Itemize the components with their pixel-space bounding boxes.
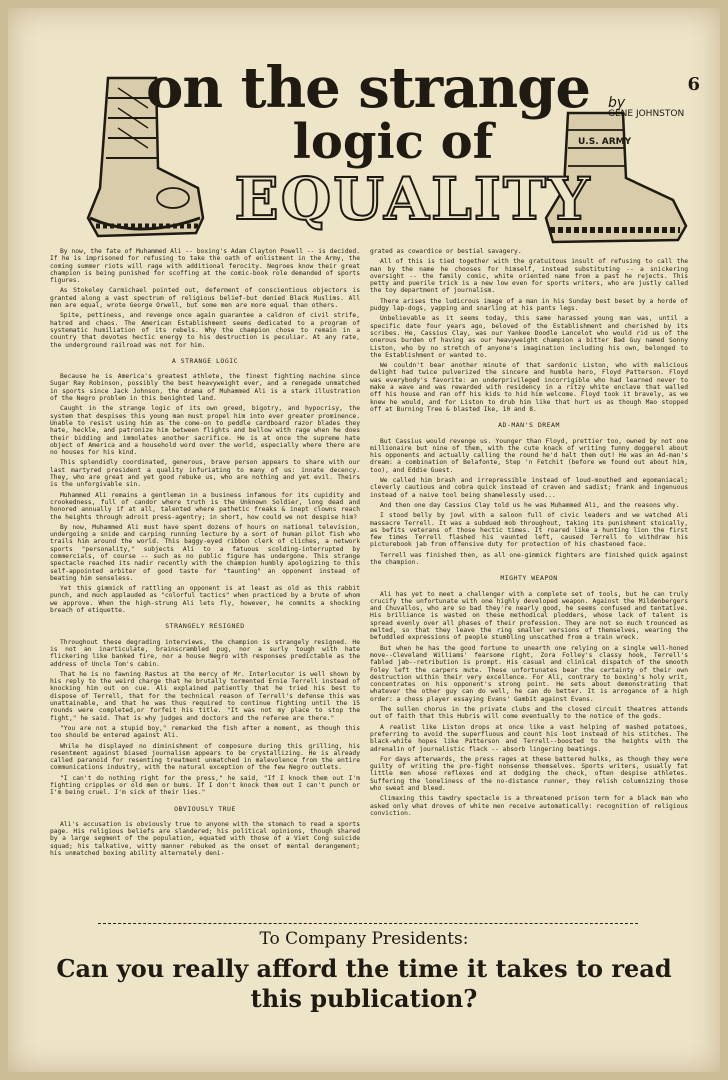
article-paragraph: Unbelievable as it seems today, this same harassed young man was, until a specific date four years ago, beloved of the Establishment and cherished by its scribes. He, Cassius Clay, was our Yankee Doodle Lancelot who would rid us of the onerous burden of having as our heavyweight champion a bitter Bad Guy named Sonny Liston, who by no stretch of anyone's imagination including his own, belonged to the Establishment or wanted to.: [370, 315, 688, 359]
article-paragraph: As Stokeley Carmichael pointed out, deferment of conscientious objectors is granted along a vast spectrum of religious belief-but denied Black Muslims. All men are equal, wrote George Orwell, but some men are more equal than others.: [50, 287, 360, 310]
article-title: [128, 55, 608, 240]
article-paragraph: But Cassius would revenge us. Younger than Floyd, prettier too, owned by not one millionaire but nine of them, with the cute knack of writing funny doggerel about his opponents and actually calling the round he'd halt them out! He was an Ad-man's dream: a combination of Belafonte, Step 'n Fetchit (before we found out about him, too), and Eddie Guest.: [370, 437, 688, 474]
article-paragraph: While he displayed no diminishment of composure during this grilling, his resentment against biased journalism appears to be crystallizing. He is already called paranoid for resenting treatment unmatched in malevolence from the entire communications industry, with the natural exception of the few Negro outlets.: [50, 742, 360, 772]
article-column-left: [50, 248, 360, 860]
ad-kicker: To Company Presidents:: [259, 929, 469, 949]
article-paragraph: Caught in the strange logic of its own greed, bigotry, and hypocrisy, the system that despises this young man must propel him into ever greater prominence. Unable to resist using him as the come-on to peddle cardboard razor blades they hate, heckle, and patronize him between flights and bellow with rage when he does their bidding and immolates another sacrifice. He is at once the supreme hate object of America and a household word over the world, especially where there are no houses for his kind.: [50, 405, 360, 457]
article-paragraph: All of this is tied together with the gratuitous insult of refusing to call the man by the name he chooses for himself, instead substituting -- a snickering oversight -- the family comic, white oriented name from a past he rejects. This petty and puerile trick is a new low even for sports writers, who are justly called the toy department of journalism.: [370, 258, 688, 295]
ad-headline-line-2: this publication?: [250, 984, 478, 1013]
title-line-1: on the strange: [146, 55, 590, 121]
article-paragraph: We called him brash and irrepressible instead of loud-mouthed and egomaniacal; cleverly cautious and cobra quick instead of craven and sadist; frank and ingenuous instead of a naive tool being shamelessly used...: [370, 477, 688, 499]
newspaper-page: [8, 8, 720, 1072]
article-paragraph: But when he has the good fortune to unearth one relying on a single well-honed move--Cleveland Williams' fearsome right, Zora Folley's classy hook, Terrell's fabled jab--retribution is prompt. His casual and clinical dispatch of the smooth Foley left the carpers mute. These unfortunates bear the certainty of their own destruction within their very excellence. For Ali, contrary to boxing's holy writ, concentrates on his opponent's strong point. He sets about demonstrating that whatever the other guy can do well, he can do better. It is arrogance of a high order: a chess player essaying Evans' Gambit against Evans.: [370, 644, 688, 703]
article-paragraph: "You are not a stupid boy," remarked the fish after a moment, as though this too should be entered against Ali.: [50, 724, 360, 740]
ad-headline: [48, 954, 680, 1014]
article-paragraph: Because he is America's greatest athlete, the finest fighting machine since Sugar Ray Robinson, possibly the best heavyweight ever, and a renegade unmatched in sports since Jack Johnson, the drama of Muhammed Ali is a stark illustration of the Negro problem in this benighted land.: [50, 373, 360, 403]
section-subhead: STRANGELY RESIGNED: [165, 622, 245, 631]
article-paragraph: Terrell was finished then, as all one-gimmick fighters are finished quick against the champion.: [370, 551, 688, 566]
ad-divider: [98, 923, 638, 924]
byline: [608, 95, 685, 120]
byline-author: GENE JOHNSTON: [608, 109, 685, 119]
article-paragraph: Throughout these degrading interviews, the champion is strangely resigned. He is not an inarticulate, brainscrambled pug, nor a surly tough with hate flickering like banked fire, nor a house Negro with responses predictable as the address of Uncle Tom's cabin.: [50, 638, 360, 668]
article-paragraph: Yet this gimmick of rattling an opponent is at least as old as this rabbit punch, and much applauded as "colorful tactics" when practiced by a brute of whom we approve. When the high-strung Ali lets fly, however, he commits a shocking breach of etiquette.: [50, 585, 360, 615]
article-paragraph: Climaxing this tawdry spectacle is a threatened prison term for a black man who asked only what droves of white men receive automatically: recognition of religious conviction.: [370, 795, 688, 817]
section-subhead: OBVIOUSLY TRUE: [174, 804, 236, 813]
article-paragraph: Ali's accusation is obviously true to anyone with the stomach to read a sports page. His religious beliefs are slandered; his political opinions, though shared by a large segment of the population, equated with those of a Viet Cong suicide squad; his talkative, witty manner rebuked as the onset of mental derangement; his unmatched boxing ability alternately deni-: [50, 820, 360, 858]
page-number: 6: [687, 74, 700, 95]
article-paragraph: By now, the fate of Muhammed Ali -- boxing's Adam Clayton Powell -- is decided. If he is imprisoned for refusing to take the oath of enlistment in the Army, the coming summer riots will rage with additional ferocity. Negroes know their great champion is being punished for scoffing at the comic-book role demanded of sports figures.: [50, 248, 360, 285]
article-paragraph: "I can't do nothing right for the press," he said, "If I knock them out I'm fighting cripples or old men or bums. If I don't knock them out I can't punch or I'm being cruel. I'm sick of their lies.": [50, 774, 360, 797]
ad-headline-line-1: Can you really afford the time it takes to read: [56, 954, 672, 983]
boot-label: U.S. ARMY: [578, 137, 632, 147]
article-paragraph: grated as cowardice or bestial savagery.: [370, 248, 522, 255]
article-paragraph: Spite, pettiness, and revenge once again guarantee a caldron of civil strife, hatred and chaos. The American Establishment seems dedicated to a program of systematic humiliation of its rebels. Why the champion chose to remain in a country that devotes hectic energy to his destruction is peculiar. At any rate, the underground railroad was not for him.: [50, 312, 360, 349]
section-subhead: AD-MAN'S DREAM: [498, 421, 560, 430]
article-paragraph: This splendidly coordinated, generous, brave person appears to share with our last martyred president a quality infuriating to many of us: innate decency. They, who are great and yet good rebuke us, who are nothing and yet evil. Theirs is the unforgivable sin.: [50, 459, 360, 489]
title-line-2: logic of: [292, 114, 494, 170]
article-paragraph: Ali has yet to meet a challenger with a complete set of tools, but he can truly crucify the unfortunate with one highly developed weapon. Against the Mildenbergers and Chuvallos, who are so bad they're nearly good, he seems confused and tentative. His brilliance is wasted on these methodical plodders, whose lack of talent is spread evenly over all phases of their profession. They are not so much trounced as melted, so that they leave the ring smaller versions of themselves, wearing the befuddled expressions of people stumbling unscathed from a train wreck.: [370, 590, 688, 642]
article-paragraph: That he is no fawning Rastus at the mercy of Mr. Interlocutor is well shown by his reply to the weird charge that he brutally tormented Ernie Terrell instead of knocking him out on cue. Ali explained patiently that he tried his best to dispose of Terrell, that for the technical reason of Terrell's defense this was unattainable, and that he was thus required to continue fighting until the 15 rounds were completed,or forfeit his title. "It was not my place to stop the fight," he said. That is why judges and doctors and the referee are there.": [50, 670, 360, 722]
article-paragraph: For days afterwards, the press rages at these battered hulks, as though they were guilty of writing the pre-fight nonsense themselves. Sports writers, usually fat little men whose reflexes end at dodging the check, often despise athletes. Suffering the loneliness of the no-distance runner, they relish columnizing those who sweat and bleed.: [370, 755, 688, 792]
title-line-3: EQUALITY: [234, 165, 592, 233]
article-paragraph: And then one day Cassius Clay told us he was Muhammed Ali, and the reasons why.: [380, 501, 680, 509]
article-paragraph: We couldn't bear another minute of that sardonic Liston, who with malicious delight had twice pulverized the sincere and humble hero, Floyd Patterson. Floyd was everybody's favorite: an underprivileged incorrigible who had learned never to make a wave and was rewarded with residency in a ritzy white enclave that walled off his house and ran off his kids to hid him welcome. Floyd took it bravely, as we knew he would, and for Liston to drub him like that hurt us as though Mao stopped off at Burning Tree & blasted Ike, 10 and 8.: [370, 362, 688, 413]
article-paragraph: The sullen chorus in the private clubs and the closed circuit theatres attends out of faith that this Hubris will come eventually to the notice of the gods.: [370, 706, 688, 721]
article-paragraph: I stood belly by jowl with a saloon full of civic leaders and we watched Ali massacre Terrell. It was a subdued mob throughout, taking its punishment stoically, as befits veterans of those hectic times. It roared like a hunting lion the first few times Terrell flashed his vaunted left, caused Terrell to withdraw his picturebook jab from offensive duty for protection of his chastened face.: [370, 512, 688, 549]
article-column-right: [370, 248, 688, 820]
article-paragraph: There arises the ludicrous image of a man in his Sunday best beset by a horde of pudgy lap-dogs, yapping and snarling at his pants legs.: [370, 297, 688, 313]
section-subhead: MIGHTY WEAPON: [500, 574, 558, 583]
section-subhead: A STRANGE LOGIC: [171, 356, 239, 365]
article-paragraph: By now, Muhammed Ali must have spent dozens of hours on national television, undergoing a snide and carping running lecture by a sort of human pilot fish who trails him around the world. This baggy-eyed ribbon clerk of cliches, a network sports "personality," subjects Ali to a fatuous scolding-interrupted by commercials, of course -- such as no public figure has undergone. This strange spectacle reached its nadir recently with the champion humbly apologizing to this self-appointed arbiter of good taste for "taunting" an opponent instead of beating him senseless.: [50, 523, 360, 582]
byline-by: by: [608, 95, 626, 111]
article-paragraph: A realist like Liston drops at once like a vast helping of mashed potatoes, preferring to avoid the superfluous and count his loot instead of his stitches. The black-white hopes like Patterson and Terrell--boosted to the heights with the adrenalin of journalistic flack -- absorb lingering beatings.: [370, 723, 688, 753]
article-paragraph: Muhammed Ali remains a gentleman in a business infamous for its cupidity and crookedness, full of candor where truth is the Unknown Soldier, long dead and honored annually if at all, talented where pathetic freaks & inept clowns reach the heights through adroit press-agentry; in short, how could we not despise him?: [50, 491, 360, 521]
